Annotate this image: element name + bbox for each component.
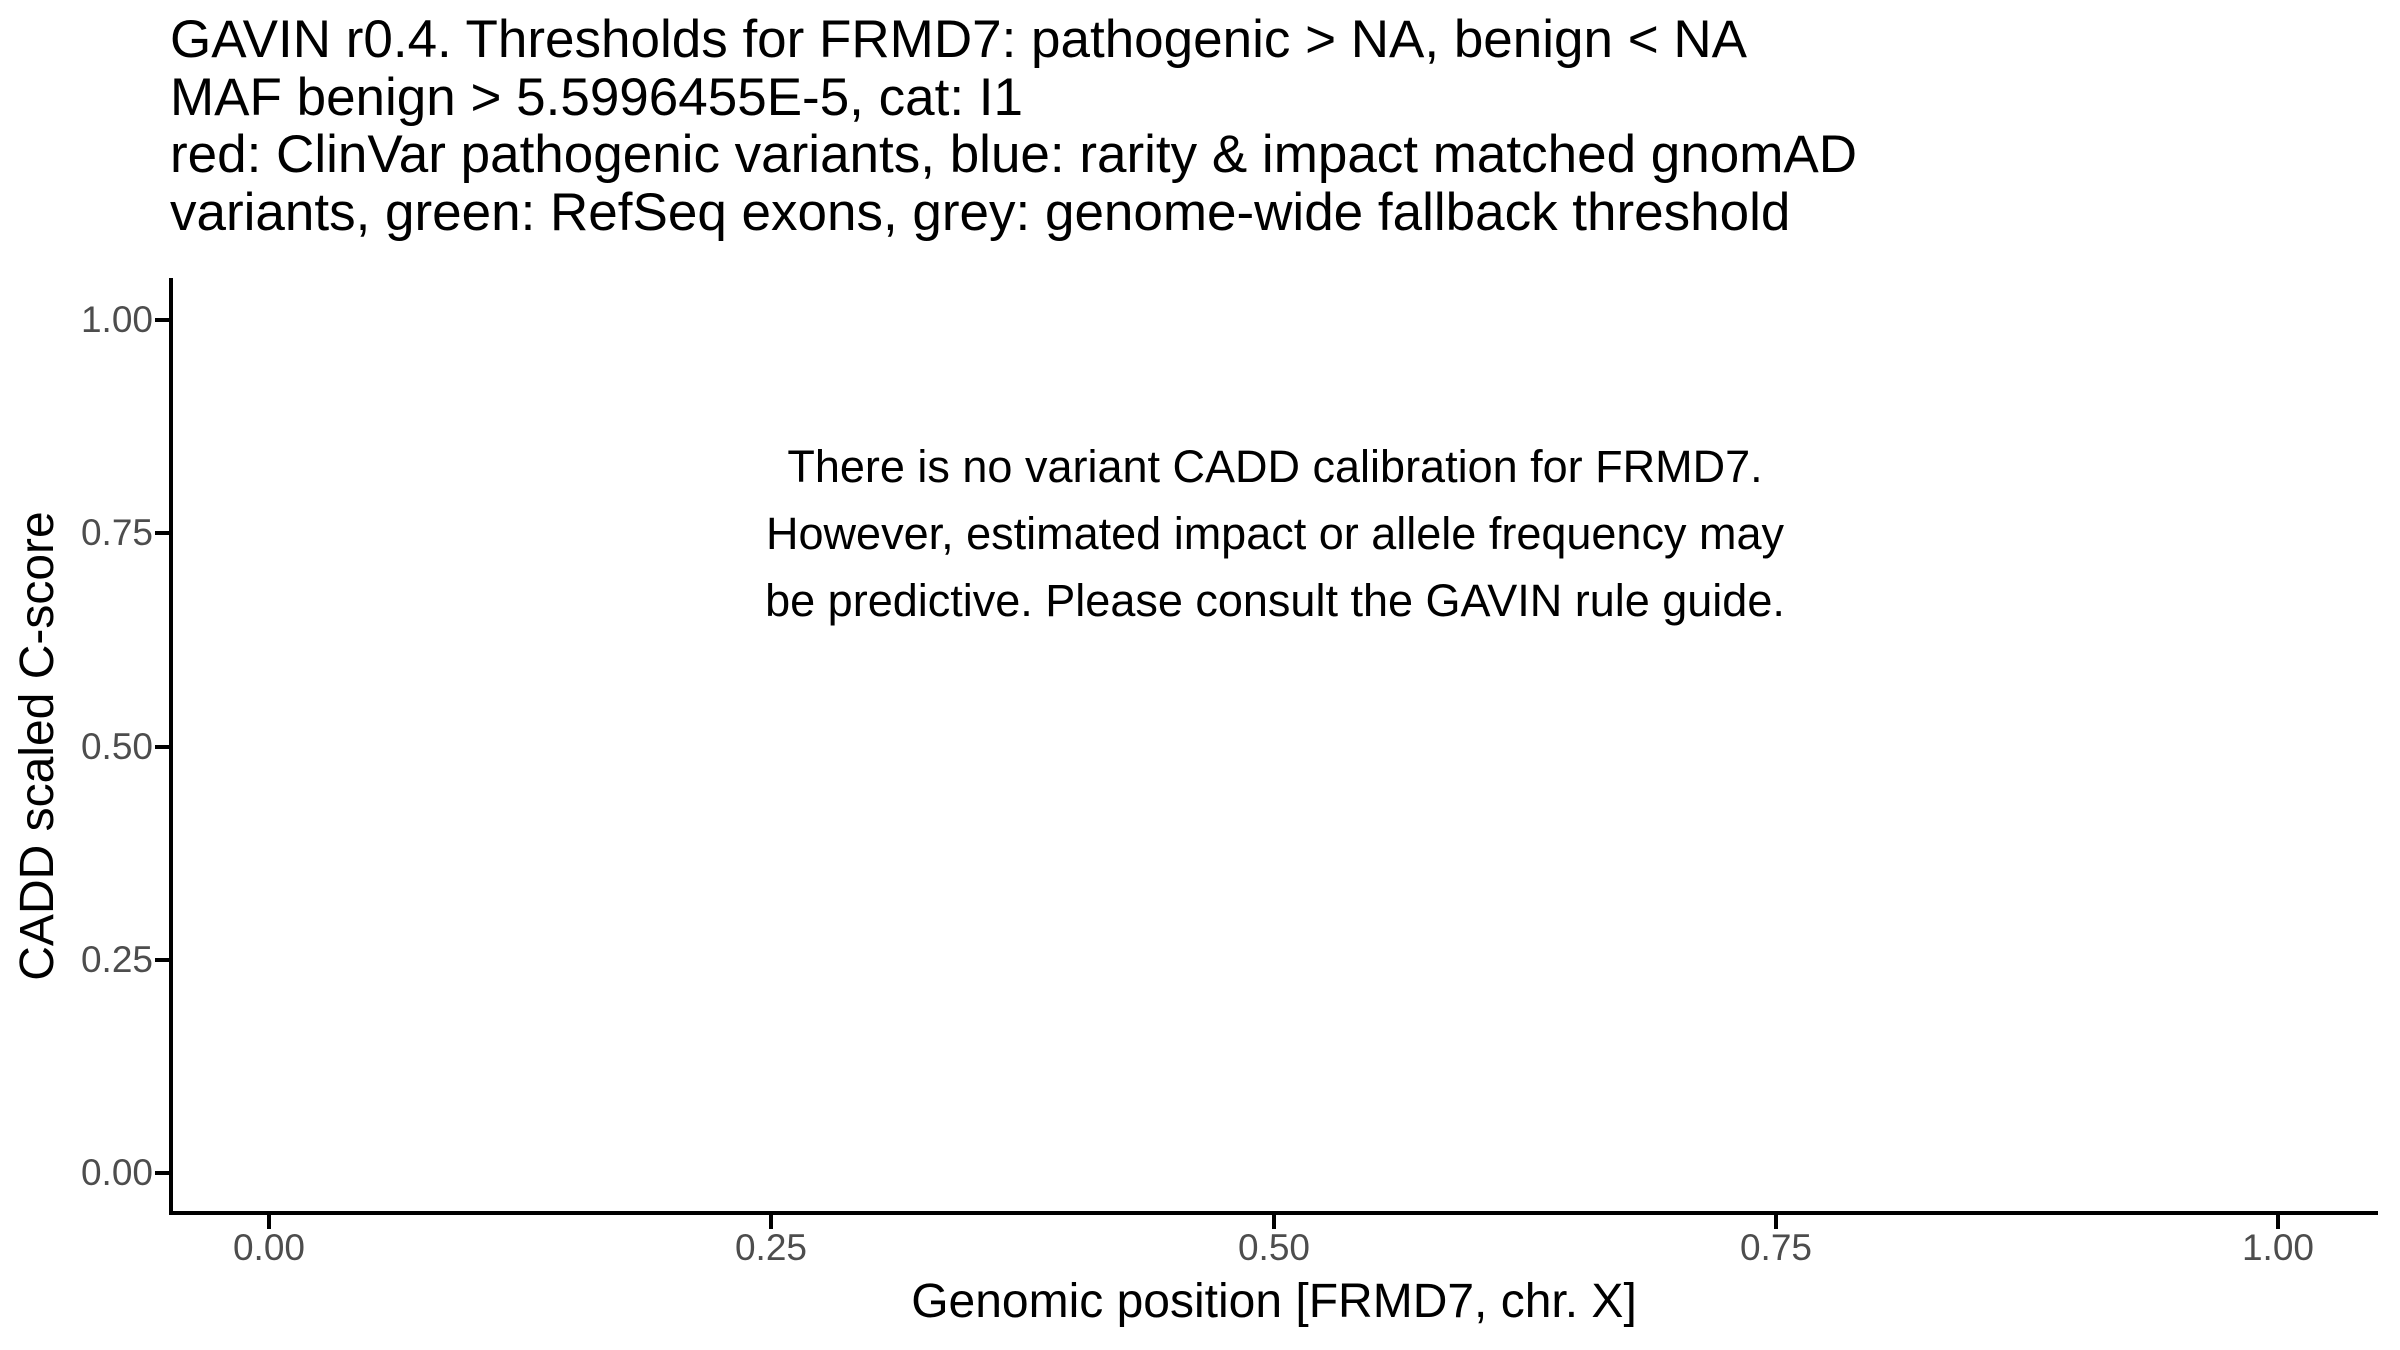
y-tick-mark-1.00 [155, 318, 169, 322]
plot-title [170, 11, 1857, 241]
x-tick-label: 0.00 [232, 1227, 305, 1268]
y-tick-label: 0.00 [80, 1152, 153, 1193]
plot-title-line-2: MAF benign > 5.5996455E-5, cat: I1 [170, 67, 1023, 127]
y-tick-mark-0.25 [155, 958, 169, 962]
x-tick-label: 1.00 [2241, 1227, 2314, 1268]
x-axis-title: Genomic position [FRMD7, chr. X] [911, 1275, 1637, 1328]
x-tick-label: 0.75 [1739, 1227, 1812, 1268]
annotation-line-1: There is no variant CADD calibration for FRMD7. [787, 441, 1763, 492]
x-tick-label: 0.50 [1237, 1227, 1310, 1268]
y-tick-mark-0.50 [155, 745, 169, 749]
annotation-line-2: However, estimated impact or allele frequency may [766, 508, 1784, 559]
y-tick-label: 0.75 [80, 512, 153, 553]
x-tick-label: 0.25 [734, 1227, 807, 1268]
annotation-line-3: be predictive. Please consult the GAVIN rule guide. [765, 575, 1785, 626]
y-axis-line [169, 278, 173, 1215]
y-axis-title: CADD scaled C-score [11, 511, 64, 981]
y-tick-label: 1.00 [80, 299, 153, 340]
y-tick-mark-0.75 [155, 531, 169, 535]
y-tick-label: 0.50 [80, 726, 153, 767]
y-tick-mark-0.00 [155, 1171, 169, 1175]
plot-annotation [275, 433, 2275, 634]
y-tick-label: 0.25 [80, 939, 153, 980]
plot-title-line-1: GAVIN r0.4. Thresholds for FRMD7: pathogenic > NA, benign < NA [170, 10, 1748, 69]
plot-title-line-4: variants, green: RefSeq exons, grey: genome-wide fallback threshold [170, 182, 1791, 242]
plot-title-line-3: red: ClinVar pathogenic variants, blue: rarity & impact matched gnomAD [170, 125, 1857, 184]
